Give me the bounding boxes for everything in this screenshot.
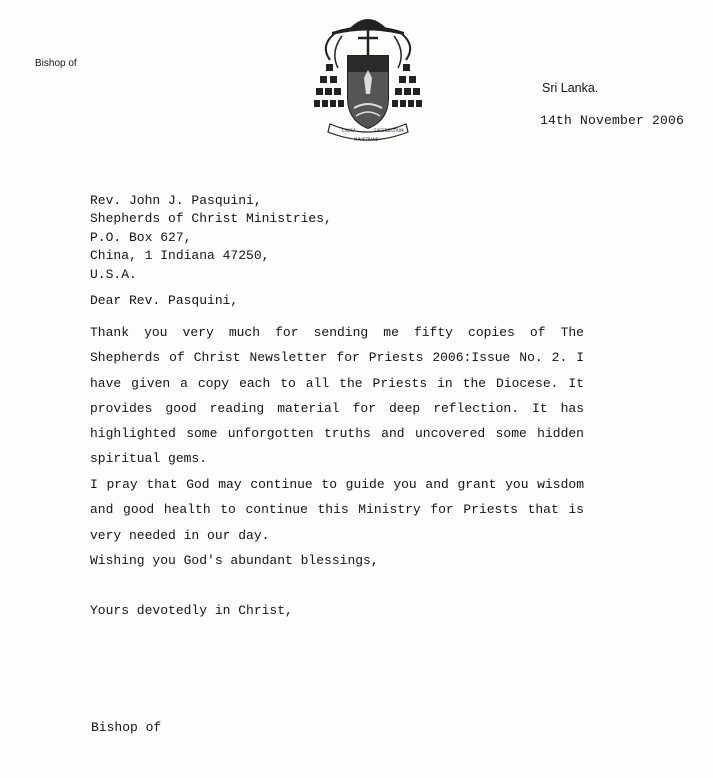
address-line: Rev. John J. Pasquini, (90, 193, 262, 208)
letter-date: 14th November 2006 (540, 113, 685, 128)
coat-of-arms-icon (312, 8, 424, 148)
letterhead-title: Bishop of (35, 58, 77, 69)
signature-title: Bishop of (91, 720, 162, 735)
address-line: China, 1 Indiana 47250, (90, 248, 270, 264)
crest-motto-right: SACERDOTIUM (374, 128, 404, 133)
salutation: Dear Rev. Pasquini, (90, 293, 239, 308)
complimentary-close: Yours devotedly in Christ, (90, 603, 293, 618)
closing-wishes: Wishing you God's abundant blessings, (90, 553, 379, 568)
crest-motto-bottom: MINISTRARE (354, 137, 379, 142)
address-line: P.O. Box 627, (90, 229, 192, 245)
crest-motto-left: CAUSA (342, 128, 356, 133)
address-line: Shepherds of Christ Ministries, (90, 211, 332, 227)
address-line: U.S.A. (90, 266, 137, 282)
body-paragraph-2: I pray that God may continue to guide you and grant you wisdom and good health to continue this Ministry for Priests that is very needed in our day. (90, 477, 584, 543)
body-paragraph-1: Thank you very much for sending me fifty copies of The Shepherds of Christ Newsletter for Priests 2006:Issue No. 2. I have given a copy each to all the Priests in the Diocese. It provides good reading material for deep reflection. It has highlighted some unforgotten truths and uncovered some hidden spiritual gems. (90, 325, 584, 467)
letterhead-location: Sri Lanka. (542, 81, 599, 95)
recipient-address (90, 192, 332, 284)
